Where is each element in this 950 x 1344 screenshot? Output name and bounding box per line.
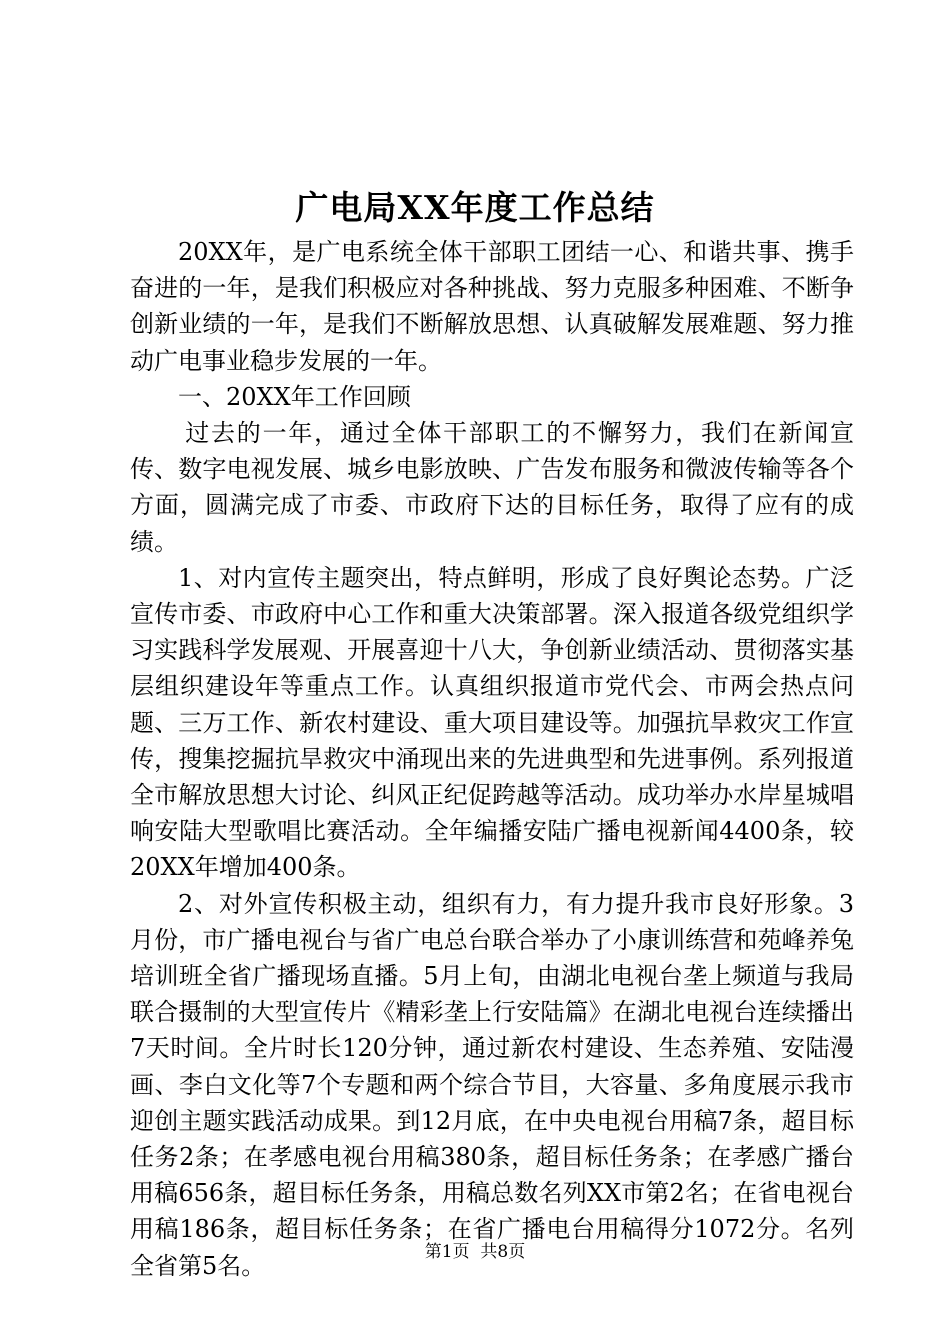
document-title: 广电局XX年度工作总结	[295, 188, 655, 227]
section-heading: 一、20XX年工作回顾	[178, 382, 411, 411]
document-body	[130, 234, 854, 1284]
page-number-footer: 第1页 共8页	[424, 1242, 526, 1262]
paragraph-external-publicity: 2、对外宣传积极主动，组织有力，有力提升我市良好形象。3月份，市广播电视台与省广电总台联合举办了小康训练营和苑峰养兔培训班全省广播现场直播。5月上旬，由湖北电视台垄上频道与我局联合摄制的大型宣传片《精彩垄上行安陆篇》在湖北电视台连续播出7天时间。全片时长120分钟，通过新农村建设、生态养殖、安陆漫画、李白文化等7个专题和两个综合节目，大容量、多角度展示我市迎创主题实践活动成果。到12月底，在中央电视台用稿7条，超目标任务2条；在孝感电视台用稿380条，超目标任务条；在孝感广播台用稿656条，超目标任务条，用稿总数名列XX市第2名；在省电视台用稿186条，超目标任务条；在省广播电台用稿得分1072分。名列全省第5名。	[130, 889, 854, 1280]
paragraph-intro: 20XX年，是广电系统全体干部职工团结一心、和谐共事、携手奋进的一年，是我们积极应对各种挑战、努力克服多种困难、不断争创新业绩的一年，是我们不断解放思想、认真破解发展难题、努力推动广电事业稳步发展的一年。	[130, 238, 854, 375]
paragraph-review: 过去的一年，通过全体干部职工的不懈努力，我们在新闻宣传、数字电视发展、城乡电影放映、广告发布服务和微波传输等各个方面，圆满完成了市委、市政府下达的目标任务，取得了应有的成绩。	[130, 419, 854, 556]
paragraph-internal-publicity: 1、对内宣传主题突出，特点鲜明，形成了良好舆论态势。广泛宣传市委、市政府中心工作和重大决策部署。深入报道各级党组织学习实践科学发展观、开展喜迎十八大，争创新业绩活动、贯彻落实基层组织建设年等重点工作。认真组织报道市党代会、市两会热点问题、三万工作、新农村建设、重大项目建设等。加强抗旱救灾工作宣传，搜集挖掘抗旱救灾中涌现出来的先进典型和先进事例。系列报道全市解放思想大讨论、纠风正纪促跨越等活动。成功举办水岸星城唱响安陆大型歌唱比赛活动。全年编播安陆广播电视新闻4400条，较20XX年增加400条。	[130, 563, 854, 882]
